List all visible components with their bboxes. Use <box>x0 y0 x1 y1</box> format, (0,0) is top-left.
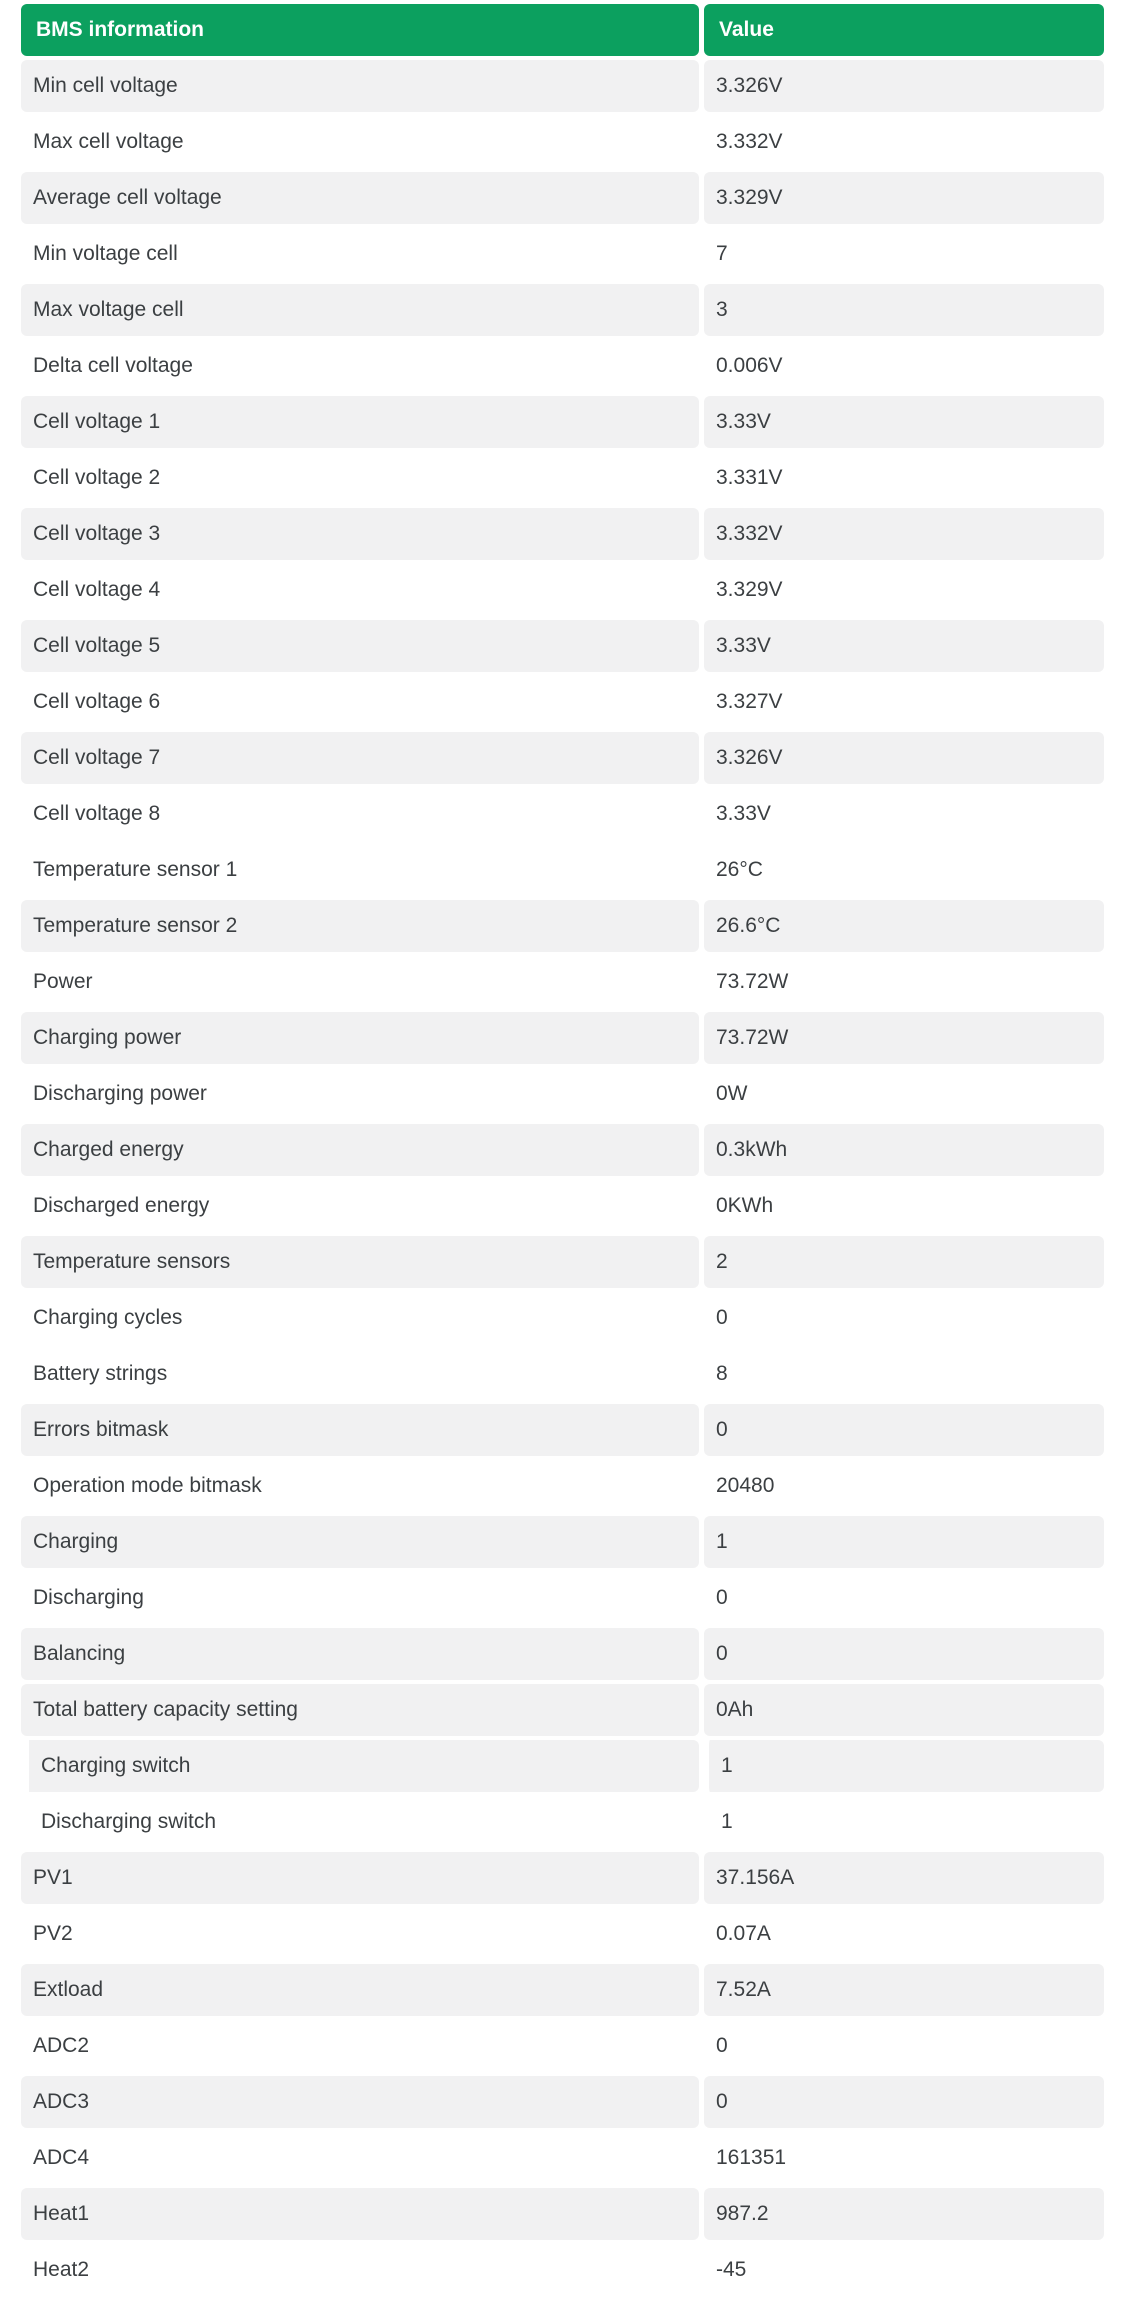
row-value: 3.329V <box>704 564 1104 616</box>
row-label: Temperature sensors <box>21 1236 699 1288</box>
table-row <box>21 732 1104 784</box>
row-label: Discharged energy <box>21 1180 699 1232</box>
row-value: 1 <box>704 1740 1104 1792</box>
row-label: Charging switch <box>21 1740 699 1792</box>
row-value: 7.52A <box>704 1964 1104 2016</box>
table-row <box>21 900 1104 952</box>
row-label: Charging power <box>21 1012 699 1064</box>
table-row <box>21 1628 1104 1680</box>
row-label: Cell voltage 7 <box>21 732 699 784</box>
row-label: Discharging switch <box>21 1796 699 1848</box>
row-value: 0 <box>704 1292 1104 1344</box>
row-label: Max cell voltage <box>21 116 699 168</box>
row-value: 3.33V <box>704 396 1104 448</box>
row-label: Battery strings <box>21 1348 699 1400</box>
row-value: 0.07A <box>704 1908 1104 1960</box>
row-label: Operation mode bitmask <box>21 1460 699 1512</box>
row-label: Charging <box>21 1516 699 1568</box>
table-row <box>21 284 1104 336</box>
row-value: 0W <box>704 1068 1104 1120</box>
row-value: 26.6°C <box>704 900 1104 952</box>
row-label: Extload <box>21 1964 699 2016</box>
row-value: 20480 <box>704 1460 1104 1512</box>
table-row <box>21 564 1104 616</box>
row-label: Cell voltage 5 <box>21 620 699 672</box>
row-value: 3.329V <box>704 172 1104 224</box>
row-value: 7 <box>704 228 1104 280</box>
row-value: 0 <box>704 1628 1104 1680</box>
table-row <box>21 1236 1104 1288</box>
table-row <box>21 1796 1104 1848</box>
table-row <box>21 788 1104 840</box>
table-row <box>21 1460 1104 1512</box>
row-label: ADC2 <box>21 2020 699 2072</box>
row-label: Charged energy <box>21 1124 699 1176</box>
row-value: 8 <box>704 1348 1104 1400</box>
bms-info-table <box>16 0 1109 2300</box>
row-label: PV2 <box>21 1908 699 1960</box>
row-value: 1 <box>704 1796 1104 1848</box>
row-value: 73.72W <box>704 956 1104 1008</box>
row-value: 3.332V <box>704 508 1104 560</box>
row-label: Charging cycles <box>21 1292 699 1344</box>
table-row <box>21 396 1104 448</box>
row-value: 37.156A <box>704 1852 1104 1904</box>
row-label: Total battery capacity setting <box>21 1684 699 1736</box>
table-row <box>21 508 1104 560</box>
row-value: 3 <box>704 284 1104 336</box>
row-label: Cell voltage 6 <box>21 676 699 728</box>
table-row <box>21 1964 1104 2016</box>
table-row <box>21 116 1104 168</box>
table-body <box>21 60 1104 2296</box>
table-row <box>21 1684 1104 1736</box>
table-row <box>21 1180 1104 1232</box>
table-row <box>21 2076 1104 2128</box>
row-label: Cell voltage 2 <box>21 452 699 504</box>
row-label: Cell voltage 3 <box>21 508 699 560</box>
row-value: 0 <box>704 1404 1104 1456</box>
table-row <box>21 1740 1104 1792</box>
row-label: Cell voltage 4 <box>21 564 699 616</box>
row-label: Cell voltage 1 <box>21 396 699 448</box>
row-label: ADC4 <box>21 2132 699 2184</box>
column-header-bms-information: BMS information <box>21 4 699 56</box>
table-row <box>21 2020 1104 2072</box>
row-value: 0KWh <box>704 1180 1104 1232</box>
row-label: Max voltage cell <box>21 284 699 336</box>
table-header-row <box>21 4 1104 56</box>
row-value: 0 <box>704 2020 1104 2072</box>
table-row <box>21 2244 1104 2296</box>
table-row <box>21 1124 1104 1176</box>
row-value: 3.326V <box>704 732 1104 784</box>
table-row <box>21 60 1104 112</box>
table-row <box>21 172 1104 224</box>
row-value: 0.006V <box>704 340 1104 392</box>
row-value: 3.332V <box>704 116 1104 168</box>
row-label: PV1 <box>21 1852 699 1904</box>
table-row <box>21 228 1104 280</box>
row-label: Discharging <box>21 1572 699 1624</box>
table-row <box>21 676 1104 728</box>
table-row <box>21 620 1104 672</box>
row-label: Errors bitmask <box>21 1404 699 1456</box>
table-row <box>21 1908 1104 1960</box>
row-label: Discharging power <box>21 1068 699 1120</box>
row-value: 987.2 <box>704 2188 1104 2240</box>
row-label: Delta cell voltage <box>21 340 699 392</box>
row-label: Min voltage cell <box>21 228 699 280</box>
row-label: Min cell voltage <box>21 60 699 112</box>
table-row <box>21 452 1104 504</box>
row-value: 3.33V <box>704 620 1104 672</box>
row-value: 26°C <box>704 844 1104 896</box>
row-label: Power <box>21 956 699 1008</box>
table-row <box>21 1012 1104 1064</box>
table-row <box>21 1348 1104 1400</box>
table-row <box>21 1292 1104 1344</box>
row-value: 0 <box>704 1572 1104 1624</box>
row-label: Balancing <box>21 1628 699 1680</box>
row-label: Temperature sensor 2 <box>21 900 699 952</box>
row-label: Cell voltage 8 <box>21 788 699 840</box>
table-row <box>21 956 1104 1008</box>
row-value: 0.3kWh <box>704 1124 1104 1176</box>
row-value: 0Ah <box>704 1684 1104 1736</box>
row-label: Heat1 <box>21 2188 699 2240</box>
table-row <box>21 1516 1104 1568</box>
table-row <box>21 2188 1104 2240</box>
row-value: 3.33V <box>704 788 1104 840</box>
table-row <box>21 844 1104 896</box>
row-value: 2 <box>704 1236 1104 1288</box>
row-label: Average cell voltage <box>21 172 699 224</box>
table-row <box>21 1572 1104 1624</box>
column-header-value: Value <box>704 4 1104 56</box>
row-label: Temperature sensor 1 <box>21 844 699 896</box>
table-row <box>21 1068 1104 1120</box>
row-value: 1 <box>704 1516 1104 1568</box>
row-value: 3.331V <box>704 452 1104 504</box>
row-value: -45 <box>704 2244 1104 2296</box>
table-row <box>21 1852 1104 1904</box>
row-value: 161351 <box>704 2132 1104 2184</box>
row-value: 73.72W <box>704 1012 1104 1064</box>
row-label: Heat2 <box>21 2244 699 2296</box>
row-value: 3.327V <box>704 676 1104 728</box>
row-value: 3.326V <box>704 60 1104 112</box>
row-label: ADC3 <box>21 2076 699 2128</box>
table-row <box>21 1404 1104 1456</box>
table-row <box>21 340 1104 392</box>
row-value: 0 <box>704 2076 1104 2128</box>
table-row <box>21 2132 1104 2184</box>
